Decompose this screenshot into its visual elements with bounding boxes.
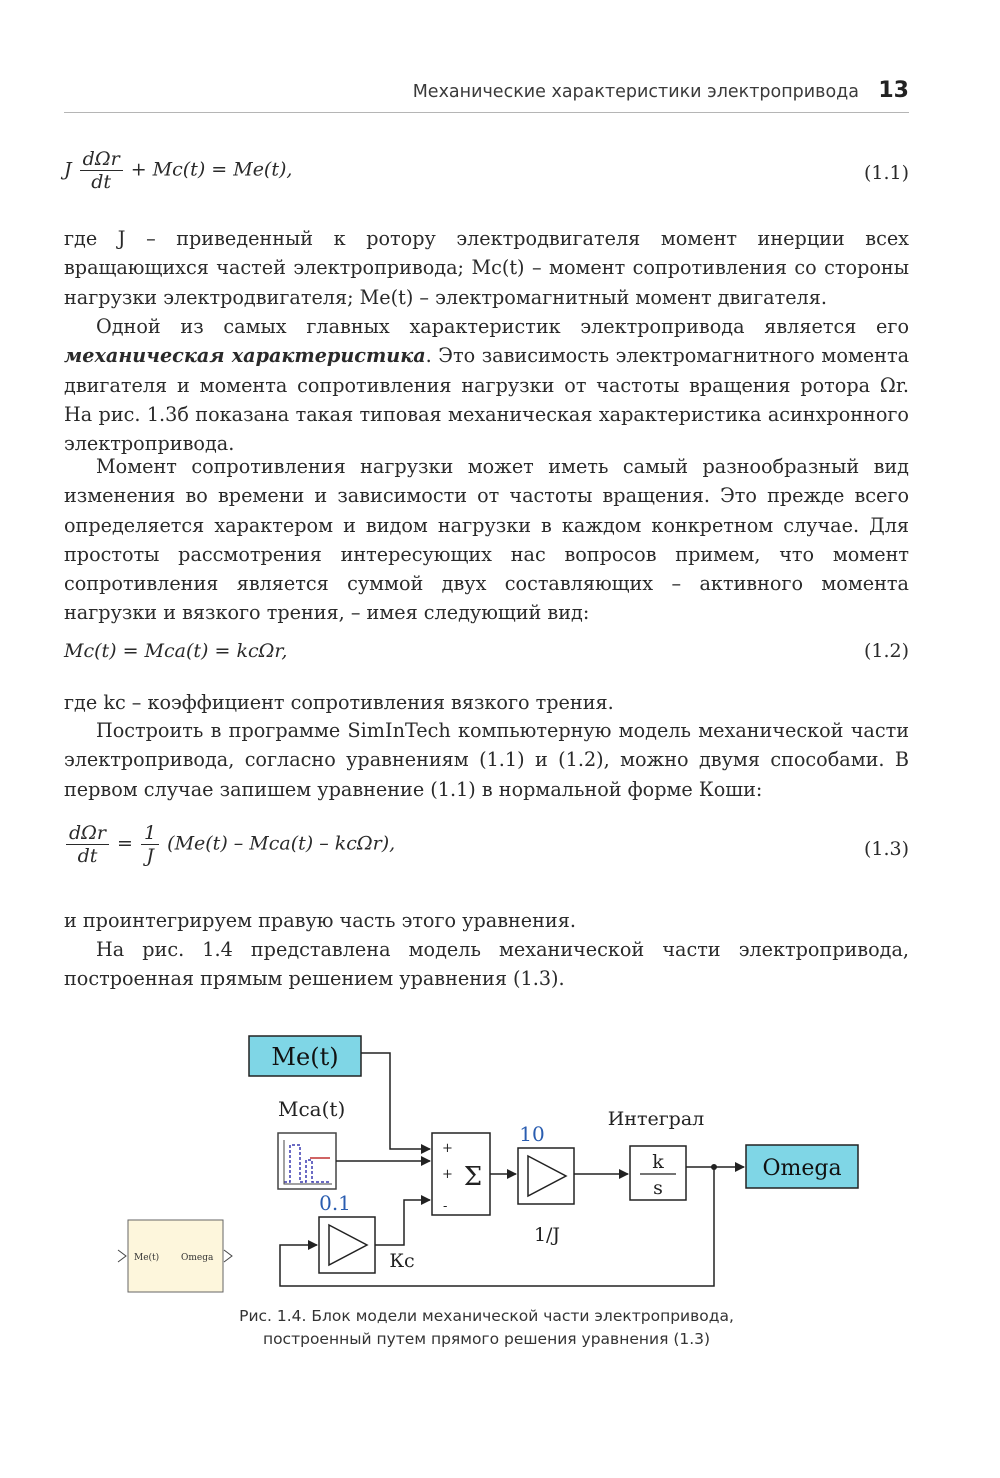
mca-source-block[interactable] xyxy=(278,1133,336,1189)
eq3-coef xyxy=(141,822,159,867)
paragraph-3: Момент сопротивления нагрузки может иметь самый разнообразный вид изменения во времени и зависимости от частоты вращения. Это прежде всего определяется характером и видом нагрузки в каждом конкретном случае. Для простоты рассмотрения интересующих нас вопросов примем, что момент сопротивления является суммой двух составляющих – активного момента нагрузки и вязкого трения, – имея следующий вид: xyxy=(64,455,909,625)
summator-symbol: Σ xyxy=(463,1162,483,1192)
block-diagram xyxy=(0,1020,1000,1310)
eq1-denominator: dt xyxy=(91,171,112,193)
equation-1-3: $\frac{\text{dΩr}}{dt}$ = $\frac{1}{J}$ (Me(t) – Mca(t) – kcΩr), (1.3) xyxy=(64,822,909,882)
paragraph-5: Построить в программе SimInTech компьютерную модель механической части электропривода, согласно уравнениям (1.1) и (1.2), можно двумя способами. В первом случае запишем уравнение (1.1) в нормальной форме Коши: xyxy=(64,719,909,801)
sum-port-plus-1: + xyxy=(442,1141,453,1156)
omega-output-label: Omega xyxy=(762,1156,842,1181)
eq1-fraction xyxy=(80,148,123,193)
wire-me-to-sum xyxy=(361,1053,430,1149)
caption-line-2: построенный путем прямого решения уравнения (1.3) xyxy=(262,1330,711,1348)
caption-line-1: Рис. 1.4. Блок модели механической части электропривода, xyxy=(239,1307,734,1325)
kc-label: Кс xyxy=(389,1250,415,1272)
eq2-number: (1.2) xyxy=(863,640,909,662)
p2-end: . Это зависимость электромагнитного момента двигателя и момента сопротивления нагрузки от частоты вращения ротора Ωr. На рис. 1.3б показана такая типовая механическая характеристика асинхронного электропривода. xyxy=(64,344,910,456)
wire-kc-to-sum xyxy=(375,1200,430,1245)
running-title: Механические характеристики электропривода xyxy=(412,82,859,102)
eq2-text: Mc(t) = Mca(t) = kcΩr, xyxy=(64,640,288,662)
integrator-denominator: s xyxy=(653,1177,663,1199)
paragraph-7: На рис. 1.4 представлена модель механической части электропривода, построенная прямым решением уравнения (1.3). xyxy=(64,938,909,991)
mca-label: Mca(t) xyxy=(278,1097,346,1121)
gain-label: 1/J xyxy=(533,1224,561,1246)
eq3-rest: (Me(t) – Mca(t) – kcΩr), xyxy=(167,832,396,855)
eq1-numerator: dΩr xyxy=(80,148,123,171)
p2-emphasis: механическая характеристика xyxy=(64,344,426,368)
eq3-denominator: dt xyxy=(77,845,98,867)
p2-start: Одной из самых главных характеристик электропривода является его xyxy=(96,315,909,338)
eq3-coef-den: J xyxy=(146,845,154,867)
paragraph-2 xyxy=(64,312,909,458)
equation-1-1 xyxy=(64,148,909,204)
eq3-fraction xyxy=(66,822,109,867)
kc-value: 0.1 xyxy=(319,1191,351,1215)
subsystem-input-label: Me(t) xyxy=(134,1253,160,1263)
eq1-number: (1.1) xyxy=(863,162,909,184)
me-input-label: Me(t) xyxy=(271,1043,339,1071)
integral-label: Интеграл xyxy=(607,1108,705,1130)
page-number: 13 xyxy=(878,78,909,103)
eq3-number: (1.3) xyxy=(863,838,909,860)
figure-caption xyxy=(64,1305,909,1351)
paragraph-1: где J – приведенный к ротору электродвигателя момент инерции всех вращающихся частей электропривода; Mc(t) – момент сопротивления со стороны нагрузки электродвигателя; Me(t) – электромагнитный момент двигателя. xyxy=(64,227,909,309)
sum-port-plus-2: + xyxy=(442,1167,453,1182)
eq3-coef-num: 1 xyxy=(141,822,159,845)
eq3-numerator: dΩr xyxy=(66,822,109,845)
gain-value: 10 xyxy=(519,1122,545,1146)
integrator-numerator: k xyxy=(652,1151,664,1173)
paragraph-4: где kc – коэффициент сопротивления вязкого трения. xyxy=(64,691,614,714)
eq1-rest: + Mc(t) = Me(t), xyxy=(130,158,293,181)
page-header xyxy=(64,78,909,113)
sum-port-minus: - xyxy=(443,1199,448,1214)
equation-1-2 xyxy=(64,640,909,670)
paragraph-6: и проинтегрируем правую часть этого уравнения. xyxy=(64,909,576,932)
subsystem-output-label: Omega xyxy=(181,1253,214,1263)
eq1-prefix: J xyxy=(64,158,72,181)
